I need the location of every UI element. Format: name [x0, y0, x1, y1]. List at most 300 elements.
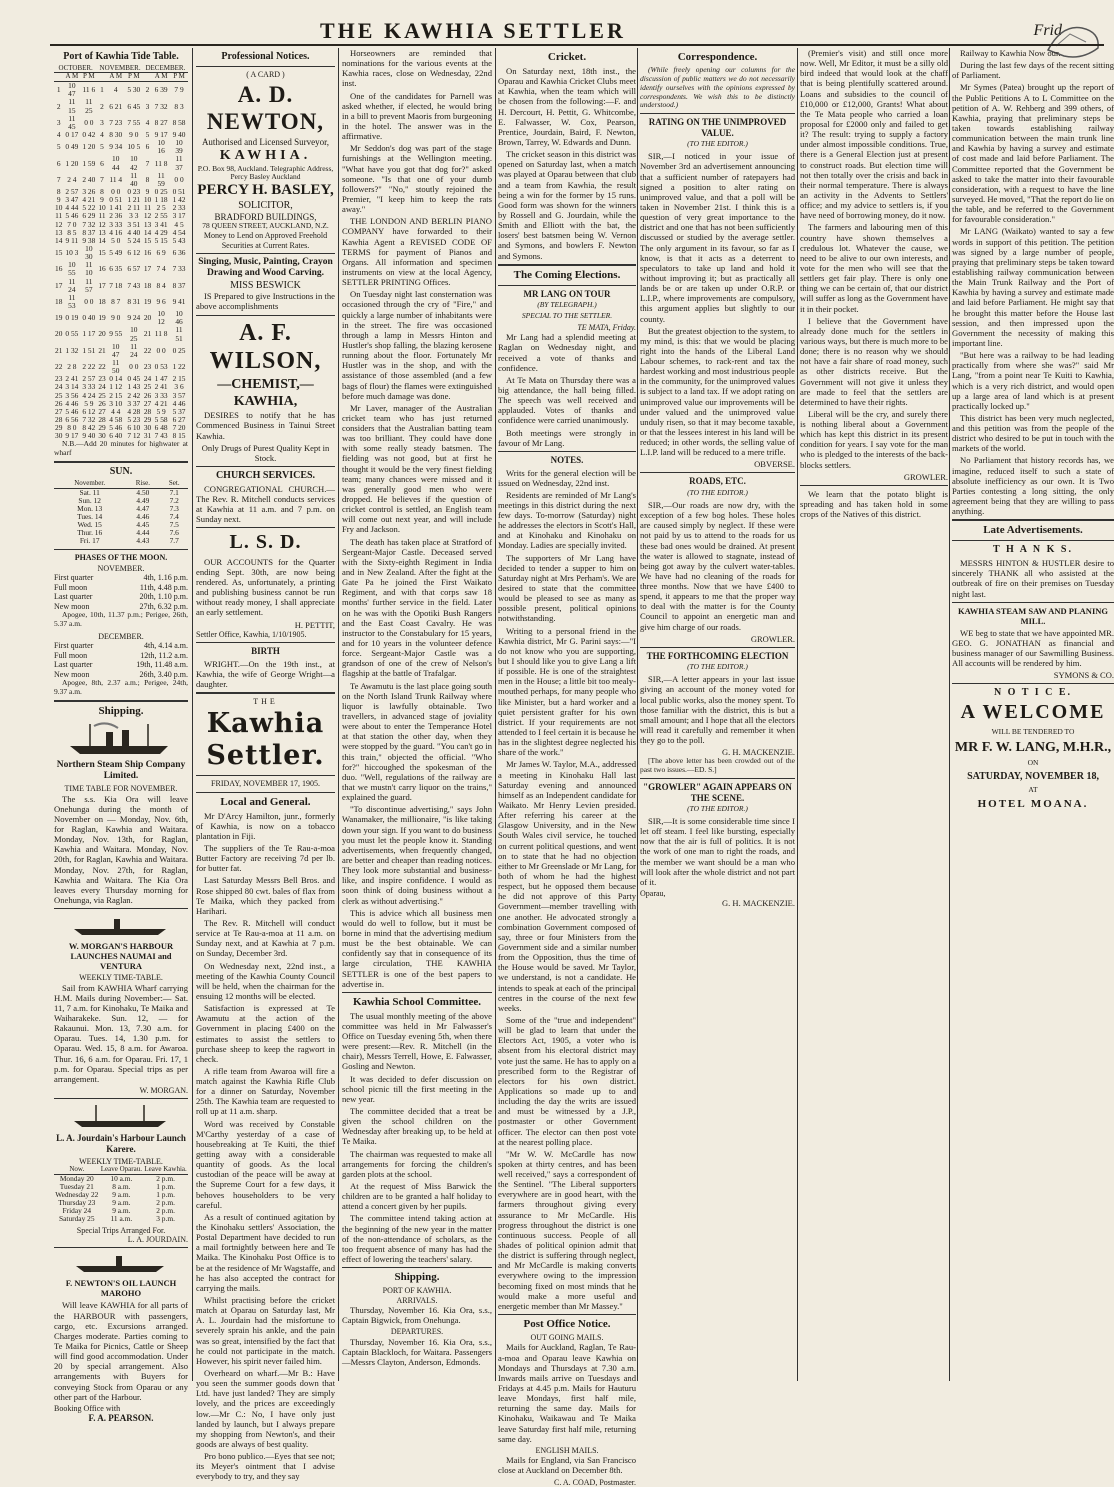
election-list	[498, 332, 636, 448]
sun-cell: Sun. 12	[78, 495, 101, 505]
tide-cell: 0 23	[127, 187, 141, 196]
tide-cell: 0 0	[84, 117, 94, 127]
shipping-title: Shipping.	[394, 1271, 440, 1284]
masthead-rule	[50, 44, 1104, 46]
wilson-place: KAWHIA,	[233, 393, 298, 409]
tide-cell: 6 12	[127, 248, 141, 258]
tide-cell: 3 6	[174, 382, 184, 392]
tide-cell: 28	[143, 406, 152, 416]
rating-title: RATING ON THE UNIMPROVED VALUE.	[648, 117, 787, 138]
local-item: Word was received by Constable M'Carthy yesterday of a case of housebreaking at Te Kuiti, the thief getting away with a considerable quantity of goods. As the local custodian of the peace will be away at the Supreme Court for a few days, it behoves householders to be very careful.	[196, 1118, 335, 1210]
tide-cell: 7 43	[154, 431, 168, 441]
port-title: PORT OF KAWHIA.	[382, 1286, 452, 1296]
column-5	[640, 48, 795, 1381]
rule	[640, 472, 795, 473]
tide-cell: 1 51	[82, 345, 96, 355]
notes-title: NOTES.	[550, 454, 584, 465]
sun-row	[54, 497, 188, 505]
tide-cell: 5	[100, 142, 104, 152]
tide-cell: 6 57	[127, 264, 141, 274]
tide-cell: 4	[56, 130, 61, 140]
tide-cell: 1	[100, 85, 104, 95]
local-general-title: Local and General.	[220, 795, 311, 808]
column-4	[498, 48, 636, 1487]
election-item: At Te Mata on Thursday there was a big attendance, the hall being filled. The speech was well received and applauded. Votes of thanks and confidence were carried unanimously.	[498, 374, 636, 426]
news-item: One of the candidates for Parnell was asked whether, if elected, he would bring in a bill to prevent Maoris from burgeoning in the hotel. The answer was in the affirmative.	[342, 90, 492, 142]
rule	[640, 113, 795, 114]
tide-cell: 4 29	[154, 227, 168, 237]
tide-cell: 9 55	[109, 329, 123, 339]
tide-cell: 8 31	[127, 296, 141, 306]
column-6	[800, 48, 948, 1381]
moon-phase-row-cell: Full moon	[54, 582, 88, 592]
tide-row	[54, 115, 188, 131]
tide-cell: 0 40	[82, 313, 96, 323]
thanks-title: T H A N K S.	[993, 544, 1073, 556]
cricket-item: On Saturday next, 18th inst., the Oparau and Kawhia Cricket Clubs meet at Kawhia, when the team which will be chosen from the following:—F. and H. Dercourt, H. Pettit, G. Whitcombe, E. Falwasser, W. Cox, Pearson, Prentice, Jourdain, Baird, F. Newton, Brown, Tarrey, W. Edwards and Dunn.	[498, 65, 636, 147]
roads-letter	[640, 500, 795, 632]
nss-subtitle: TIME TABLE FOR NOVEMBER.	[64, 784, 178, 794]
jourdain-col: Leave Oparau.	[100, 1165, 142, 1174]
tide-cell: 10 42	[130, 154, 138, 172]
tide-cell: 5 0	[111, 235, 121, 245]
news-item: The death has taken place at Stratford of Sergeant-Major Castle. Deceased served with the Sixty-eighth Regiment in India and in New Zealand. After the fight at the Gate Pa he joined the First Waikato Regiment, and with that corps saw 18 months' further service in the field. Later on he was with the Opotiki Bush Rangers and the East Coast Cavalry. He was instructor to the Constabulary for 15 years, and for 10 years in the volunteer defence force. Sergeant-Major Castle was a grandson of one of the crew of Nelson's flagship at the battle of Trafalgar.	[342, 536, 492, 679]
news-item: Te Awamutu is the last place going south on the North Island Trunk Railway where liquor is lawfully obtainable. Two travellers, in advanced stage of joviality were about to enter the Temperance Hotel at that station the other day, when they were stopped by the guard. "You can't go in this train," objected the official. "Who for?" hiccoughed the spokesman of the duo. "Well, regulations of the railway are that we mustn't carry liquor on the trains," explained the guard.	[342, 680, 493, 803]
sun-row	[54, 488, 188, 497]
post-office-title: Post Office Notice.	[523, 1318, 611, 1331]
newton-launch-note: Booking Office with	[54, 1403, 121, 1413]
tide-cell: 0 49	[65, 142, 79, 152]
tide-row	[54, 326, 188, 342]
article-paragraph: "But here was a railway to be had leading practically from where she was?" said Mr Lang, "from a point near Te Kuiti to Kawhia, which is a very rich district, and would open up a large area of land which is at present practically locked up."	[952, 350, 1114, 411]
notes-item: Some of the "true and independent" will be glad to learn that under the Electors Act, 1905, a voter who is absent from his electoral district may vote just the same. He has to apply on a prescribed form to the Registrar of electors for his own district. Applications so made up to and including the day the writs are issued and must be witnessed by a J.P., postmaster or other Government officer. The elector can then post vote at the nearest polling place.	[498, 1014, 636, 1147]
moon-phase-row-cell: Full moon	[54, 650, 88, 660]
tide-cell: 10 25	[130, 325, 138, 343]
tide-cell: 25	[55, 390, 63, 400]
newton-launch-text: Will leave KAWHIA for all parts of the HARBOUR with passengers, cargo, etc. Excursions arranged. Charges moderate. Parties coming to Te Maika for Picnics, Cattle or Sheep will find good accommodation. Under 20 by special arrangement. Also arrangements with Buyers for conveying Stock from Oparau or any other part of the Harbour.	[54, 1300, 188, 1402]
tide-cell: 4 54	[172, 227, 186, 237]
local-item: Pro bono publico.—Eyes that see not; its Meyer's ointment that I advise everybody to try, and they say	[196, 1451, 335, 1482]
tide-col-dec: DECEMBER.	[143, 65, 188, 73]
local-general-list	[196, 811, 335, 1482]
roads-title: ROADS, ETC.	[689, 476, 746, 487]
tide-cell: 7 32	[82, 414, 96, 424]
tide-cell: 6	[100, 158, 104, 168]
tide-sub: P M	[170, 73, 188, 82]
tide-cell: 30	[98, 431, 106, 441]
railway-article	[952, 48, 1114, 516]
launch-icon	[66, 1252, 176, 1274]
article-paragraph: No Parliament that history records has, we imagine, reduced itself to such a state of absolute inefficiency as our own. It is Two Parties contesting a long sitting, the only agreement being that they are willing to pass anything.	[952, 455, 1114, 517]
special-label: SPECIAL TO THE SETTLER.	[521, 311, 613, 321]
growler-sign: G. H. MACKENZIE.	[722, 898, 795, 909]
tide-cell: 2	[56, 101, 61, 111]
jourdain-cell: Friday 24	[62, 1206, 92, 1216]
moon-nov-note: Apogee, 10th, 11.37 p.m.; Perigee, 26th, 5.37 a.m.	[54, 610, 188, 628]
tide-table	[54, 65, 188, 441]
tide-cell: 3 33	[154, 390, 168, 400]
tide-cell: 20	[143, 313, 152, 323]
rule	[54, 1247, 188, 1248]
article-paragraph: Mr Symes (Patea) brought up the report of the Public Petitions A to L Committee on the petition of A. W. Rehberg and 399 others, of Kawhia, praying that preliminary steps be taken towards establishing railway communication between the main trunk line and Kawhia by having a survey and estimate of cost made and laid before Parliament. The Committee reported that the Government be asked to take the matter into their favourable consideration, with a request to have the line surveyed. He moved, "That the report do lie on the table, and be referred to the Government for favourable consideration."	[952, 82, 1114, 225]
rule	[952, 683, 1114, 684]
tide-cell: 6 27	[172, 414, 186, 424]
tide-cell: 25	[143, 382, 152, 392]
tide-cell: 0 0	[156, 345, 166, 355]
news-list	[342, 48, 492, 989]
tide-cell: 11 59	[157, 170, 165, 188]
moon-phase-row-cell: 19th, 11.48 a.m.	[136, 660, 188, 670]
tide-cell: 11 10	[85, 260, 93, 278]
tide-cell: 15	[143, 235, 152, 245]
rule	[640, 647, 795, 648]
beswick-name: MISS BESWICK	[230, 279, 301, 291]
tide-cell: 3 14	[65, 382, 79, 392]
tide-cell: 9	[145, 187, 150, 196]
tide-cell: 5 37	[172, 406, 186, 416]
tide-cell: 7 12	[127, 431, 141, 441]
at-label: AT	[1028, 784, 1038, 794]
tide-cell: 8 58	[172, 117, 186, 127]
tide-cell: 27	[143, 398, 152, 408]
sun-row	[54, 537, 188, 545]
jourdain-cell: 1 p.m.	[156, 1181, 175, 1191]
tide-cell: 4 46	[172, 398, 186, 408]
tide-cell: 3 33	[82, 382, 96, 392]
correspondence-note: (While freely opening our columns for the discussion of public matters we do not necessarily identify ourselves with the opinions expressed by correspondents. We wish this to be distinctly understood.)	[640, 64, 795, 110]
tide-cell: 7 33	[172, 264, 186, 274]
tide-cell: 4 5	[174, 219, 184, 229]
tide-cell: 1 20	[82, 142, 96, 152]
to-editor-label: (TO THE EDITOR.)	[687, 804, 748, 814]
page-title: THE KAWHIA SETTLER	[320, 18, 626, 43]
rule	[498, 285, 636, 286]
letter-paragraph: SIR,—I noticed in your issue of November 3rd an advertisement announcing that a sufficient number of ratepayers had signed a position to alter rating on unimproved value, and that a poll will be taken in November 21st. I think this is a question of very great importance to the district and one that has not been sufficiently discussed or studied by the average settler. The only argument in its favour, so far as I know, is that it acts as a deterrent to speculators to take up land and hold it without improving it; but as practically all lands be or are taken up under O.R.P. or L.I.P., where improvements are compulsory, this argument applies but slightly to our county.	[640, 151, 795, 324]
letter-paragraph: SIR,—Our roads are now dry, with the exception of a few bog holes. These holes are caused simply by neglect. If these were not paid by us to attend to the roads for us these bad ones would be drained. At present the water is allowed to stagnate, instead of being got away by the culvert water-tables. We have had no cleaning of the roads for three months. Now that we have £400 to spend, it appears to me that the proper way to deal with the matter is for the County Council to appoint an energetic man and give him charge of our roads.	[640, 499, 795, 632]
rule	[498, 1314, 636, 1315]
nameplate-the: THE	[253, 696, 278, 706]
tide-cell: 0 42	[82, 130, 96, 140]
rule	[54, 700, 188, 702]
tide-cell: 21	[98, 345, 106, 355]
dateline: TE MATA, Friday.	[577, 322, 636, 332]
jourdain-cell: Thursday 23	[58, 1198, 96, 1208]
tide-row	[54, 139, 188, 155]
notes-item: Mr James W. Taylor, M.A., addressed a meeting in Kinohaku Hall last Saturday evening and announced himself as an Independent candidate for Waikato. Mr Henry Levien presided. After referring his career at the Glasgow University, and in the New South Wales civil service, he touched on current political questions, and went on to state that he had no objection either to Mr Greenslade or Mr Lang, for both of whom he had the highest respect, but he opposed them because he did not approve of this Party Government—member travelling with one another. He advocated strongly a combination Government composed of say, three or four Ministers from the Government side and a similar number from the Opposition, thus the time of the House would be saved. Mr Taylor, we understand, is not a candidate. He intends to speak at each of the principal centres in the course of the next few weeks.	[498, 759, 636, 1013]
jourdain-note: Special Trips Arranged For.	[76, 1225, 166, 1235]
rule	[800, 485, 948, 486]
rule	[342, 992, 492, 993]
english-mails: ENGLISH MAILS.	[535, 1445, 599, 1455]
tide-cell: 10 3	[65, 248, 79, 258]
rule	[952, 519, 1114, 521]
cricket-item: The cricket season in this district was opened on Saturday last, when a match was played at Oparau between that club and a team from Kawhia, the result being a win for the former by 15 runs. Good form was shown for the winners by Rossell and G. Jourdain, while the Smith and Elliott with the bat, the losers' best batsmen being W. Vernon and Symons, and bowlers F. Newton and Symons.	[498, 149, 636, 261]
tide-cell: 19	[55, 313, 63, 323]
tide-cell: 10	[98, 203, 106, 213]
tide-cell: 8 15	[172, 431, 186, 441]
tide-cell: 5 30	[127, 85, 141, 95]
lsd-office: Settler Office, Kawhia, 1/10/1905.	[196, 629, 307, 639]
tide-cell: 27	[55, 406, 63, 416]
column-1	[54, 48, 188, 1424]
tide-cell: 9 24	[127, 313, 141, 323]
news-item: Mr Seddon's dog was part of the stage furnishings at the Wellington meeting. "What have you got that dog for?" asked someone. "Is that one of your dumb followers?" "No," stoutly rejoined the Premier, "I keep him to keep the rats away."	[342, 143, 492, 215]
tide-cell: 10 12	[157, 309, 165, 327]
tide-cell: 2	[100, 101, 104, 111]
sun-cell: 4.45	[136, 520, 150, 530]
beswick-text: IS Prepared to give Instructions in the above accomplishments	[196, 291, 335, 312]
jourdain-cell: 9 a.m.	[112, 1198, 131, 1208]
moon-phase-row-cell: 12th, 11.2 a.m.	[140, 650, 188, 660]
tide-cell: 9 11	[65, 235, 79, 245]
sun-table-body	[54, 488, 188, 545]
tide-cell: 4	[145, 117, 150, 127]
tide-cell: 1 42	[172, 195, 186, 205]
tide-row	[54, 131, 188, 139]
local-item: As a result of continued agitation by the Kinohaku settlers' Association, the Postal Department have decided to run a mail fortnightly between here and Te Maika. The Kinohaku Post Office is to be at the residence of Mr Wagstaffe, and he has also accepted the contract for carrying the mails.	[196, 1211, 335, 1293]
sun-row	[54, 521, 188, 529]
tide-cell: 12	[98, 219, 106, 229]
tide-cell: 11 37	[175, 154, 183, 172]
tide-cell: 29	[143, 414, 152, 424]
tide-cell: 2 57	[82, 374, 96, 384]
tide-cell: 4 4	[111, 406, 121, 416]
tide-cell: 6 29	[82, 211, 96, 221]
article-paragraph: Mr LANG (Waikato) wanted to say a few words in support of this petition. The petition was signed by a large number of people, praying that preliminary steps be taken toward establishing railway communication between the Main Trunk Railway and the Port of Kawhia by having a survey and estimate made and laid before Parliament. He might say that he brought this matter before the House last session, and then impressed upon the Government the necessity of making this important line.	[952, 226, 1114, 348]
tide-row	[54, 245, 188, 261]
tide-cell: 6 10	[127, 423, 141, 433]
moon-phase-row	[54, 573, 188, 582]
tide-cell: 10 46	[175, 309, 183, 327]
tide-cell: 6 9	[156, 248, 166, 258]
moon-nov-list	[54, 573, 188, 611]
local-item: On Wednesday next, 22nd inst., a meeting of the Kawhia County Council will be held, when the chairman for the ensuing 12 months will be elected.	[196, 960, 335, 1001]
tide-cell: 0 53	[154, 362, 168, 372]
tide-cell: 8 30	[109, 130, 123, 140]
tide-cell: 3 3	[129, 211, 139, 221]
to-editor-label: (TO THE EDITOR.)	[687, 139, 748, 149]
tide-cell: 11 57	[85, 276, 93, 294]
rule	[196, 527, 335, 528]
tide-cell: 3 26	[82, 187, 96, 196]
column-divider	[192, 48, 193, 1381]
news-list	[800, 489, 948, 519]
moon-phase-row-cell: First quarter	[54, 641, 94, 651]
tide-cell: 23	[98, 374, 106, 384]
sun-cell: 7.4	[169, 511, 179, 521]
tide-cell: 9 40	[82, 431, 96, 441]
basley-building: BRADFORD BUILDINGS,	[214, 211, 317, 222]
tide-cell: 17	[98, 280, 106, 290]
tide-cell: 5 23	[127, 414, 141, 424]
rule	[54, 908, 188, 909]
birth-title: BIRTH	[251, 645, 280, 656]
church-text: CONGREGATIONAL CHURCH.—The Rev. R. Mitchell conducts services at Kawhia at 11 a.m. and 7 p.m. on Sunday next.	[196, 483, 335, 524]
tide-cell: 11	[55, 211, 63, 221]
moon-phase-row	[54, 592, 188, 601]
letter-paragraph: The farmers and labouring men of this country have shown themselves a credulous lot. Whatever the cause, we need to be alive to our own interests, and vote for the men who will see that the settlers get fair play. There is only one thing we can be certain of, that our district will suffer as long as the Government have it in their pocket.	[800, 222, 948, 314]
nss-title: Northern Steam Ship Company Limited.	[56, 759, 186, 781]
sun-col: November.	[54, 480, 125, 488]
jourdain-cell: 11 a.m.	[110, 1214, 133, 1224]
rule	[196, 642, 335, 643]
sun-cell: Tues. 14	[77, 511, 103, 521]
tide-cell: 7 32	[154, 101, 168, 111]
tide-cell: 20	[98, 329, 106, 339]
late-ads-title: Late Advertisements.	[983, 524, 1083, 537]
tide-cell: 30	[55, 431, 63, 441]
tide-cell: 0 0	[129, 362, 139, 372]
moon-phase-row-cell: New moon	[54, 669, 90, 679]
tide-cell: 6 21	[109, 101, 123, 111]
moon-phase-row-cell: New moon	[54, 601, 90, 611]
lang-tour-title: MR LANG ON TOUR	[523, 288, 611, 299]
moon-phase-row-cell: 4th, 4.14 a.m.	[144, 641, 188, 651]
tide-cell: 27	[98, 406, 106, 416]
tide-cell: 0 51	[172, 187, 186, 196]
jourdain-col: Leave Kawhia.	[144, 1165, 187, 1174]
local-item: Mr D'Arcy Hamilton, junr., formerly of Kawhia, is now on a tobacco plantation in Fiji.	[196, 810, 335, 841]
tide-row	[54, 82, 188, 99]
tide-cell: 22	[55, 362, 63, 372]
tide-cell: 24	[98, 382, 106, 392]
rule	[196, 775, 335, 776]
tide-cell: 6 45	[127, 101, 141, 111]
tide-note: N.B.—Add 20 minutes for highwater at wharf	[54, 439, 188, 458]
tide-cell: 3 33	[109, 219, 123, 229]
tide-cell: 1 59	[82, 158, 96, 168]
moon-phase-row-cell: 20th, 1.10 p.m.	[139, 592, 188, 602]
column-divider	[949, 48, 950, 1381]
letter-paragraph: SIR,—It is some considerable time since I let off steam. I feel like bursting, especially now that the air is full of politics. It is not the work of one man to right the roads, and the member we want should be a man who will look after the whole district and not part of it.	[640, 815, 795, 887]
sun-cell: 7.1	[169, 487, 179, 497]
newton-role: Authorised and Licensed Surveyor,	[201, 137, 330, 148]
tide-cell: 17	[55, 280, 63, 290]
tide-cell: 8 4	[156, 280, 166, 290]
tide-table-body	[54, 82, 188, 441]
tide-cell: 23	[55, 374, 63, 384]
sun-row	[54, 529, 188, 537]
tide-sub: P M	[125, 73, 143, 82]
school-item: The chairman was requested to make all arrangements for forcing the children's garden plots at the school.	[342, 1148, 492, 1179]
roads-sign: GROWLER.	[750, 633, 795, 644]
tide-cell: 0 0	[84, 296, 94, 306]
tide-cell: 1 18	[154, 195, 168, 205]
tide-cell: 11 50	[112, 357, 120, 376]
tide-cell: 5 9	[156, 406, 166, 416]
tide-sub: A M	[107, 73, 125, 82]
tide-cell: 0 0	[174, 174, 184, 184]
sun-cell: 4.49	[136, 495, 150, 505]
rule	[196, 315, 335, 316]
correspondence-title: Correspondence.	[677, 51, 758, 63]
tide-cell: 11 53	[68, 292, 76, 310]
tide-cell: 0 25	[172, 345, 186, 355]
moon-phase-row	[54, 641, 188, 650]
tide-cell: 18	[98, 296, 106, 306]
tide-row	[54, 359, 188, 375]
tide-cell: 26	[143, 390, 152, 400]
tide-cell: 22	[98, 362, 106, 372]
column-7	[952, 48, 1114, 1381]
sun-cell: 7.3	[169, 503, 179, 513]
morgan-text: Sail from KAWHIA Wharf carrying H.M. Mails during November:— Sat. 11, 7 a.m. for Kinohaku, Te Maika and Waiharakeke. Sun. 12, — for Rakaunui. Mon. 13, 7.30 a.m. for Oparau. Tues. 14, 1.30 p.m. for Oparau. Wed. 15, 8 a.m. for Awaroa. Thur. 16, 6 a.m. for Oparau. Fri. 17, 1 p.m. for Oparau. Special trips as per arrangement.	[54, 982, 188, 1084]
letter-paragraph: SIR,—A letter appears in your last issue giving an account of the money voted for local public works, also the money spent. To those familiar with the district, this is but a small amount; and I hope that all the electors will read it carefully and remember it when they go to the poll.	[640, 674, 795, 746]
jourdain-cell: 9 a.m.	[112, 1206, 131, 1216]
newton-launch-title: F. NEWTON'S OIL LAUNCH MAROHO	[65, 1278, 177, 1299]
notes-item: The supporters of Mr Lang have decided to tender a supper to him on Saturday night at Mrs Perham's. We are desired to state that the committee would be pleased to see as many as possible present, political opinions notwithstanding.	[498, 552, 636, 624]
tide-cell: 5 46	[65, 406, 79, 416]
jourdain-cell: 2 p.m.	[156, 1198, 175, 1208]
jourdain-col: Now.	[54, 1166, 100, 1174]
jourdain-table-body	[54, 1174, 188, 1223]
jourdain-cell: 2 p.m.	[156, 1173, 175, 1183]
sun-cell: 4.50	[136, 487, 150, 497]
tide-cell: 11 24	[68, 276, 76, 294]
tide-cell: 9	[56, 195, 61, 205]
tide-cell: 5 22	[82, 203, 96, 213]
tide-cell: 3 47	[65, 195, 79, 205]
sun-cell: 7.7	[169, 536, 179, 546]
welcome-date: SATURDAY, NOVEMBER 18,	[967, 770, 1099, 782]
tide-row	[54, 172, 188, 188]
tide-cell: 0 0	[111, 187, 121, 196]
tide-cell: 11 24	[130, 341, 138, 359]
tide-cell: 7 55	[127, 117, 141, 127]
tide-cell: 10 47	[112, 341, 120, 359]
local-item: Last Saturday Messrs Bell Bros. and Rose shipped 80 cwt. bales of flax from Te Maika, which they packed from Harihari.	[196, 875, 335, 916]
c6-sign: GROWLER.	[903, 471, 948, 482]
tide-cell: 10 44	[112, 154, 120, 172]
tide-cell: 10 16	[157, 138, 165, 156]
local-item: Whilst practising before the cricket match at Oparau on Saturday last, Mr A. L. Jourdain had the misfortune to severely sprain his ankle, and the pain was so great, intensified by the fact that he could not participate in the match. However, his spirit never failed him.	[196, 1295, 335, 1366]
tide-cell: 4 16	[109, 227, 123, 237]
rating-letter	[640, 151, 795, 457]
forth-note: [The above letter has been crowded out of the past two issues.—ED. S.]	[640, 756, 795, 775]
rule	[54, 549, 188, 550]
newton-launch-sign: F. A. PEARSON.	[88, 1413, 154, 1424]
tide-cell: 5 15	[154, 235, 168, 245]
tide-cell: 14	[98, 235, 106, 245]
tide-cell: 3 41	[154, 219, 168, 229]
tide-col-nov: NOVEMBER.	[97, 65, 142, 73]
tide-cell: 8	[100, 187, 104, 196]
tide-cell: 8 42	[82, 423, 96, 433]
tide-cell: 1 21	[127, 195, 141, 205]
tide-cell: 10	[143, 195, 152, 205]
tide-cell: 4	[100, 130, 104, 140]
prof-notices-title: Professional Notices.	[221, 51, 310, 62]
tide-row	[54, 278, 188, 294]
lsd-sign: H. PETTIT,	[294, 619, 335, 630]
newton-name: A. D. NEWTON,	[206, 82, 325, 135]
tide-cell: 11	[98, 211, 106, 221]
local-item: The suppliers of the Te Rau-a-moa Butter Factory are receiving 7d per lb. for butter fat.	[196, 842, 335, 874]
cricket-list	[498, 66, 636, 261]
tide-cell: 2 40	[82, 174, 96, 184]
tide-cell: 8 37	[172, 280, 186, 290]
tide-row	[54, 294, 188, 310]
tide-cell: 3 51	[127, 219, 141, 229]
tide-cell: 6 56	[65, 414, 79, 424]
notice-title: N O T I C E.	[993, 687, 1073, 699]
tide-cell: 8 7	[111, 296, 121, 306]
rule	[342, 1267, 492, 1268]
tide-cell: 1 47	[154, 374, 168, 384]
letter-paragraph: (Premier's visit) and still once more now. Well, Mr Editor, it must be a silly old bird indeed that would look at the chaff that is being plentifully scattered around. Loans and subsidies to the council of £10,000 or £12,000, Grants! What about the Te Mata people who carried a loan proposal for £2000 only and failed to get it? The result: trying to supply a factory under almost impossible conditions. True, there is a General Election just at present to construct roads. But election time will not then totally over the crisis and back in their normal temperature. There is always an activity in the Advents to Settlers' office; and my advice to settlers is, if you have need of borrowing money, do it now.	[800, 48, 948, 221]
school-committee-list	[342, 1011, 492, 1264]
tide-cell: 29	[98, 423, 106, 433]
